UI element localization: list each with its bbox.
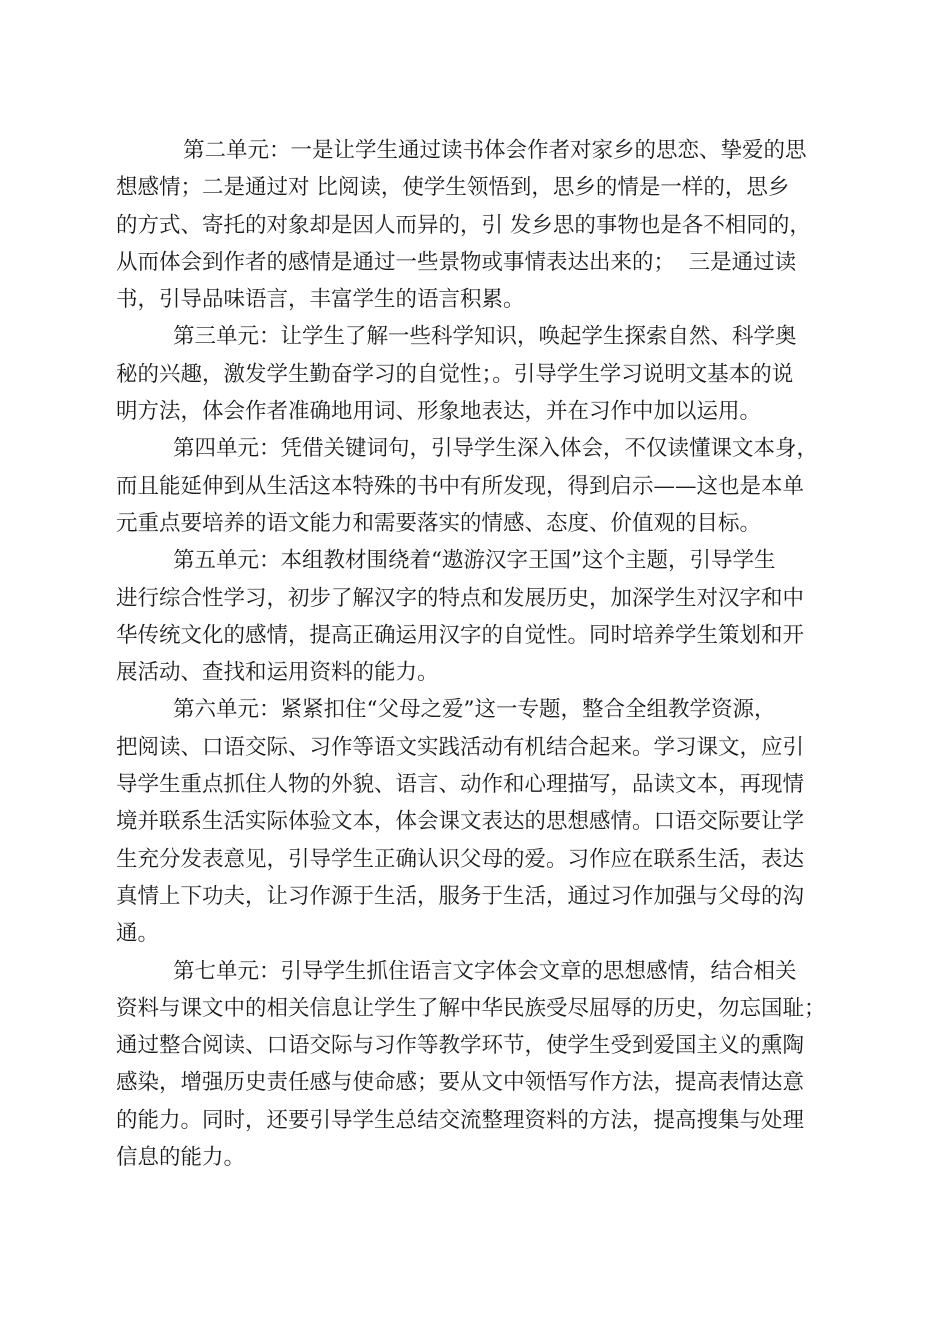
paragraph-line: 秘的兴趣，激发学生勤奋学习的自觉性；。引导学生学习说明文基本的说 xyxy=(116,361,794,387)
paragraph-line: 真情上下功夫，让习作源于生活，服务于生活，通过习作加强与父母的沟 xyxy=(116,883,805,909)
paragraph-line: 第三单元：让学生了解一些科学知识，唤起学生探索自然、科学奥 xyxy=(173,324,797,350)
paragraph-unit-6 xyxy=(116,691,832,952)
paragraph-line: 第六单元：紧紧扣住“父母之爱”这一专题，整合全组教学资源， xyxy=(173,697,776,723)
paragraph-line: 的方式、寄托的对象却是因人而异的，引 发乡思的事物也是各不相同的， xyxy=(116,212,811,238)
paragraph-line: 境并联系生活实际体验文本，体会课文表达的思想感情。口语交际要让学 xyxy=(116,809,805,835)
paragraph-line: 感染，增强历史责任感与使命感；要从文中领悟写作方法，提高表情达意 xyxy=(116,1070,805,1096)
document-body xyxy=(116,132,832,1176)
paragraph-line: 想感情；二是通过对 比阅读，使学生领悟到，思乡的情是一样的，思乡 xyxy=(116,175,790,201)
paragraph-line: 信息的能力。 xyxy=(116,1145,246,1171)
paragraph-line: 的能力。同时，还要引导学生总结交流整理资料的方法，提高搜集与处理 xyxy=(116,1107,805,1133)
paragraph-unit-4 xyxy=(116,430,832,542)
paragraph-line: 第四单元：凭借关键词句，引导学生深入体会，不仅读懂课文本身， xyxy=(173,436,819,462)
paragraph-line: 华传统文化的感情，提高正确运用汉字的自觉性。同时培养学生策划和开 xyxy=(116,622,805,648)
paragraph-line: 生充分发表意见，引导学生正确认识父母的爱。习作应在联系生活，表达 xyxy=(116,846,805,872)
paragraph-line: 导学生重点抓住人物的外貌、语言、动作和心理描写，品读文本，再现情 xyxy=(116,772,805,798)
paragraph-line: 第七单元：引导学生抓住语言文字体会文章的思想感情，结合相关 xyxy=(173,958,797,984)
paragraph-line: 资料与课文中的相关信息让学生了解中华民族受尽屈辱的历史，勿忘国耻； xyxy=(116,995,826,1021)
paragraph-line: 而且能延伸到从生活这本特殊的书中有所发现，得到启示——这也是本单 xyxy=(116,473,805,499)
paragraph-line: 书，引导品味语言，丰富学生的语言积累。 xyxy=(116,287,525,313)
paragraph-line: 通。 xyxy=(116,921,160,947)
paragraph-unit-5 xyxy=(116,542,832,691)
paragraph-line: 展活动、查找和运用资料的能力。 xyxy=(116,660,439,686)
paragraph-line: 通过整合阅读、口语交际与习作等教学环节，使学生受到爱国主义的熏陶 xyxy=(116,1033,805,1059)
paragraph-line: 明方法，体会作者准确地用词、形象地表达，并在习作中加以运用。 xyxy=(116,399,762,425)
paragraph-line: 把阅读、口语交际、习作等语文实践活动有机结合起来。学习课文，应引 xyxy=(116,734,805,760)
paragraph-line: 第二单元：一是让学生通过读书体会作者对家乡的思恋、挚爱的思 xyxy=(183,138,807,163)
paragraph-line: 元重点要培养的语文能力和需要落实的情感、态度、价值观的目标。 xyxy=(116,510,762,536)
paragraph-unit-7 xyxy=(116,953,832,1177)
paragraph-line: 从而体会到作者的感情是通过一些景物或事情表达出来的； 三是通过读 xyxy=(116,249,797,275)
paragraph-unit-3 xyxy=(116,318,832,430)
paragraph-line: 第五单元：本组教材围绕着“遨游汉字王国”这个主题，引导学生 xyxy=(173,548,776,574)
paragraph-line: 进行综合性学习，初步了解汉字的特点和发展历史，加深学生对汉字和中 xyxy=(116,585,805,611)
paragraph-unit-2 xyxy=(116,132,832,318)
